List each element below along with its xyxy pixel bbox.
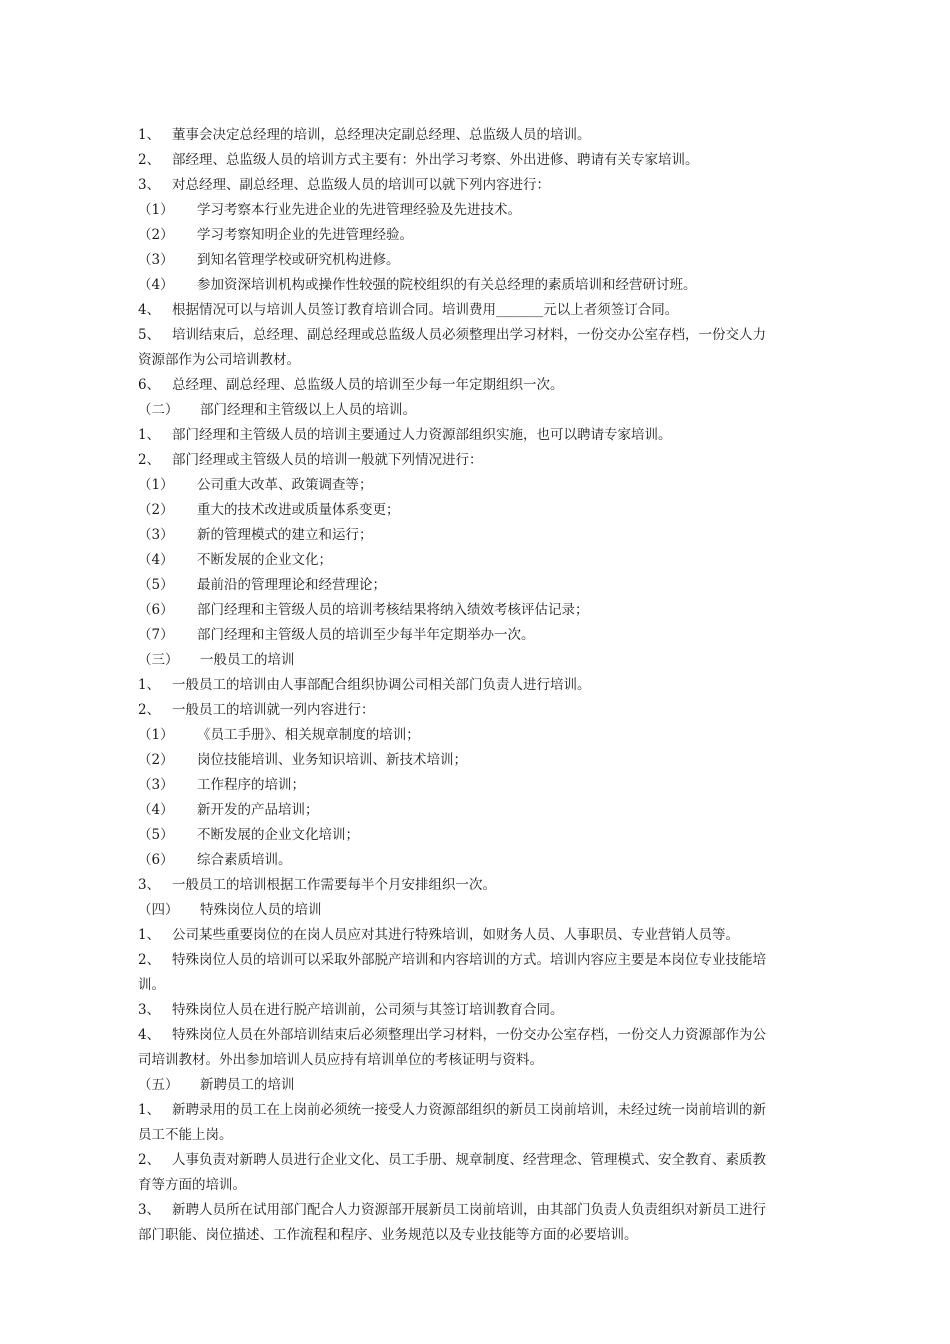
item-text: 新开发的产品培训； <box>197 802 319 818</box>
item-number: 2、 <box>138 702 161 718</box>
paragraph-line <box>138 373 810 398</box>
paragraph-continuation: 资源部作为公司培训教材。 <box>138 352 300 368</box>
document-body <box>138 123 810 1248</box>
paragraph-line <box>138 273 810 298</box>
item-text: 一般员工的培训由人事部配合组织协调公司相关部门负责人进行培训。 <box>172 677 591 693</box>
item-number: （4） <box>138 277 174 293</box>
paragraph-line <box>138 123 810 148</box>
paragraph-continuation: 司培训教材。外出参加培训人员应持有培训单位的考核证明与资料。 <box>138 1052 543 1068</box>
item-number: （5） <box>138 827 174 843</box>
item-number: 3、 <box>138 1002 161 1018</box>
item-number: （2） <box>138 227 174 243</box>
item-number: 4、 <box>138 302 161 318</box>
item-number: 1、 <box>138 427 161 443</box>
item-text: 最前沿的管理理论和经营理论； <box>197 577 386 593</box>
paragraph-line <box>138 723 810 748</box>
paragraph-line <box>138 848 810 873</box>
paragraph-continuation: 员工不能上岗。 <box>138 1127 233 1143</box>
item-text: 不断发展的企业文化培训； <box>197 827 359 843</box>
paragraph-line <box>138 798 810 823</box>
item-text: 根据情况可以与培训人员签订教育培训合同。培训费用_______元以上者须签订合同。 <box>172 302 679 318</box>
item-number: （6） <box>138 602 174 618</box>
paragraph-continuation: 部门职能、岗位描述、工作流程和程序、业务规范以及专业技能等方面的必要培训。 <box>138 1227 638 1243</box>
item-text: 新聘录用的员工在上岗前必须统一接受人力资源部组织的新员工岗前培训，未经过统一岗前培训的新 <box>172 1102 766 1118</box>
paragraph-line <box>138 473 810 498</box>
item-number: 5、 <box>138 327 161 343</box>
item-text: 部门经理和主管级人员的培训主要通过人力资源部组织实施，也可以聘请专家培训。 <box>172 427 672 443</box>
item-text: 部门经理和主管级人员的培训考核结果将纳入绩效考核评估记录； <box>197 602 589 618</box>
item-number: 2、 <box>138 152 161 168</box>
item-text: 新聘人员所在试用部门配合人力资源部开展新员工岗前培训，由其部门负责人负责组织对新员工进行 <box>172 1202 766 1218</box>
paragraph-line <box>138 1023 810 1048</box>
paragraph-line <box>138 623 810 648</box>
paragraph-line <box>138 598 810 623</box>
item-number: 6、 <box>138 377 161 393</box>
paragraph-line <box>138 648 810 673</box>
item-number: （5） <box>138 577 174 593</box>
item-text: 部门经理或主管级人员的培训一般就下列情况进行： <box>172 452 483 468</box>
item-text: 特殊岗位人员的培训 <box>200 902 322 918</box>
paragraph-line <box>138 298 810 323</box>
item-number: 3、 <box>138 877 161 893</box>
item-number: 3、 <box>138 1202 161 1218</box>
item-number: （三） <box>138 652 179 668</box>
item-number: 2、 <box>138 952 161 968</box>
item-text: 重大的技术改进或质量体系变更； <box>197 502 400 518</box>
item-text: 总经理、副总经理、总监级人员的培训至少每一年定期组织一次。 <box>172 377 564 393</box>
item-text: 培训结束后，总经理、副总经理或总监级人员必须整理出学习材料，一份交办公室存档，一份交人力 <box>172 327 766 343</box>
paragraph-line <box>138 923 810 948</box>
paragraph-line <box>138 1073 810 1098</box>
item-number: （7） <box>138 627 174 643</box>
item-text: 学习考察知明企业的先进管理经验。 <box>197 227 413 243</box>
item-number: （1） <box>138 202 174 218</box>
item-number: （3） <box>138 252 174 268</box>
item-text: 新聘员工的培训 <box>200 1077 295 1093</box>
item-text: 特殊岗位人员在外部培训结束后必须整理出学习材料，一份交办公室存档，一份交人力资源部作为公 <box>172 1027 766 1043</box>
item-text: 公司重大改革、政策调查等； <box>197 477 373 493</box>
item-text: 一般员工的培训根据工作需要每半个月安排组织一次。 <box>172 877 496 893</box>
paragraph-line <box>138 748 810 773</box>
item-number: 1、 <box>138 927 161 943</box>
item-number: （1） <box>138 477 174 493</box>
paragraph-line <box>138 873 810 898</box>
item-number: （6） <box>138 852 174 868</box>
item-text: 《员工手册》、相关规章制度的培训； <box>197 727 420 743</box>
paragraph-line <box>138 223 810 248</box>
paragraph-line <box>138 398 810 423</box>
item-text: 新的管理模式的建立和运行； <box>197 527 373 543</box>
item-number: （4） <box>138 552 174 568</box>
paragraph-continuation: 育等方面的培训。 <box>138 1177 246 1193</box>
paragraph-line <box>138 773 810 798</box>
paragraph-line <box>138 148 810 173</box>
paragraph-line <box>138 423 810 448</box>
item-number: （1） <box>138 727 174 743</box>
item-number: （2） <box>138 752 174 768</box>
item-text: 综合素质培训。 <box>197 852 292 868</box>
item-text: 到知名管理学校或研究机构进修。 <box>197 252 400 268</box>
item-number: 2、 <box>138 1152 161 1168</box>
paragraph-line <box>138 323 810 348</box>
paragraph-line <box>138 898 810 923</box>
paragraph-line <box>138 823 810 848</box>
item-number: （五） <box>138 1077 179 1093</box>
item-text: 人事负责对新聘人员进行企业文化、员工手册、规章制度、经营理念、管理模式、安全教育、素质教 <box>172 1152 766 1168</box>
paragraph-line <box>138 998 810 1023</box>
item-number: 4、 <box>138 1027 161 1043</box>
item-text: 部经理、总监级人员的培训方式主要有：外出学习考察、外出进修、聘请有关专家培训。 <box>172 152 699 168</box>
item-text: 不断发展的企业文化； <box>197 552 332 568</box>
paragraph-line <box>138 248 810 273</box>
item-number: （二） <box>138 402 179 418</box>
item-number: （4） <box>138 802 174 818</box>
paragraph-line <box>138 1148 810 1173</box>
item-text: 部门经理和主管级人员的培训至少每半年定期举办一次。 <box>197 627 535 643</box>
item-number: 3、 <box>138 177 161 193</box>
paragraph-line <box>138 548 810 573</box>
paragraph-continuation: 训。 <box>138 977 165 993</box>
item-number: 1、 <box>138 677 161 693</box>
paragraph-line <box>138 498 810 523</box>
item-text: 特殊岗位人员的培训可以采取外部脱产培训和内容培训的方式。培训内容应主要是本岗位专业技能培 <box>172 952 766 968</box>
item-number: 1、 <box>138 1102 161 1118</box>
item-number: （3） <box>138 527 174 543</box>
item-number: （2） <box>138 502 174 518</box>
paragraph-line <box>138 448 810 473</box>
paragraph-line <box>138 573 810 598</box>
item-text: 董事会决定总经理的培训，总经理决定副总经理、总监级人员的培训。 <box>172 127 591 143</box>
item-text: 参加资深培训机构或操作性较强的院校组织的有关总经理的素质培训和经营研讨班。 <box>197 277 697 293</box>
item-text: 部门经理和主管级以上人员的培训。 <box>200 402 416 418</box>
paragraph-line <box>138 1198 810 1223</box>
item-text: 一般员工的培训 <box>200 652 295 668</box>
item-text: 特殊岗位人员在进行脱产培训前，公司须与其签订培训教育合同。 <box>172 1002 564 1018</box>
item-number: 2、 <box>138 452 161 468</box>
paragraph-line <box>138 698 810 723</box>
item-text: 公司某些重要岗位的在岗人员应对其进行特殊培训，如财务人员、人事职员、专业营销人员等。 <box>172 927 739 943</box>
item-text: 学习考察本行业先进企业的先进管理经验及先进技术。 <box>197 202 521 218</box>
item-number: 1、 <box>138 127 161 143</box>
paragraph-line <box>138 173 810 198</box>
item-text: 一般员工的培训就一列内容进行： <box>172 702 375 718</box>
item-text: 工作程序的培训； <box>197 777 305 793</box>
item-number: （3） <box>138 777 174 793</box>
item-text: 对总经理、副总经理、总监级人员的培训可以就下列内容进行： <box>172 177 550 193</box>
item-number: （四） <box>138 902 179 918</box>
paragraph-line <box>138 198 810 223</box>
paragraph-line <box>138 1098 810 1123</box>
item-text: 岗位技能培训、业务知识培训、新技术培训； <box>197 752 467 768</box>
paragraph-line <box>138 673 810 698</box>
paragraph-line <box>138 948 810 973</box>
paragraph-line <box>138 523 810 548</box>
